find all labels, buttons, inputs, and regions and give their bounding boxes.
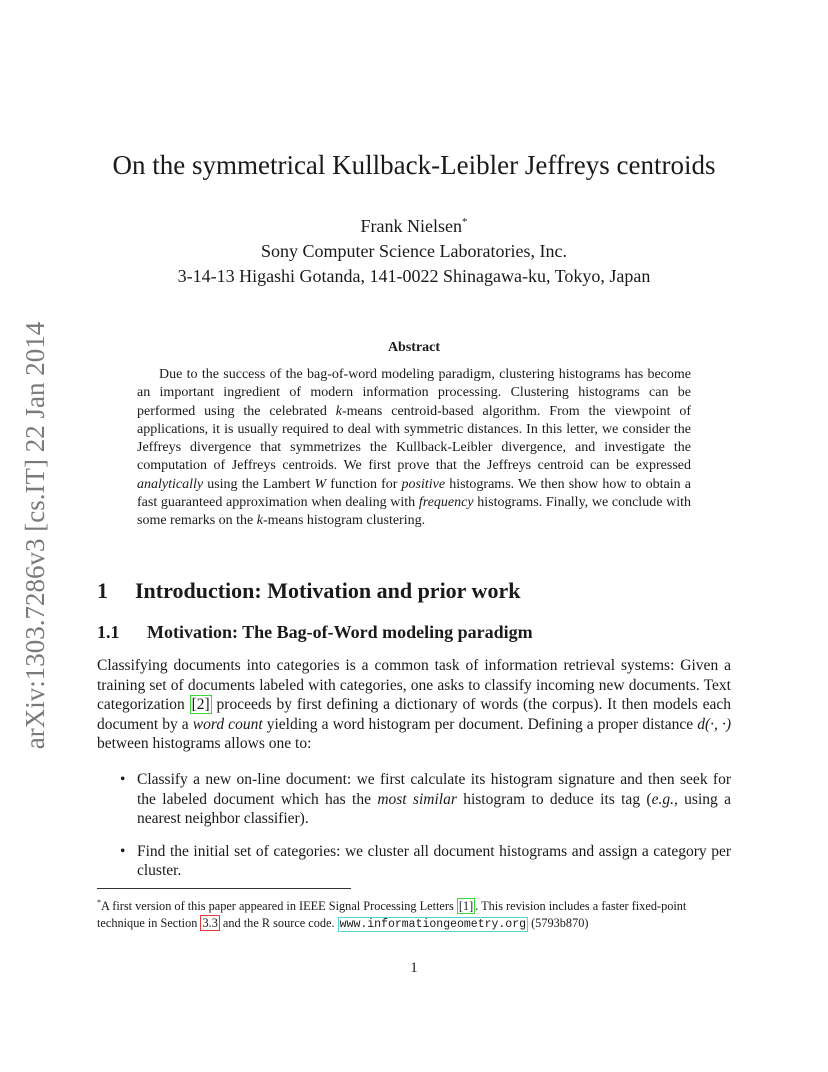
url-link[interactable]: www.informationgeometry.org: [339, 918, 527, 932]
address: 3-14-13 Higashi Gotanda, 141-0022 Shinagawa-ku, Tokyo, Japan: [177, 266, 651, 286]
bullet-icon: •: [120, 842, 126, 860]
author-name: Frank Nielsen: [360, 216, 462, 236]
paper-title: On the symmetrical Kullback-Leibler Jeffreys centroids: [112, 150, 716, 180]
abstract-heading: Abstract: [387, 340, 441, 355]
footnote-mark: *: [97, 898, 101, 907]
subsection-title: Motivation: The Bag-of-Word modeling paradigm: [147, 622, 533, 642]
intro-paragraph: Classifying documents into categories is a common task of information retrieval systems: Given a training set of documents labeled with categories, one asks to classify incoming new documents. Text categorization [2] proceeds by first defining a dictionary of words (the corpus). It then models each document by a word count yielding a word histogram per document. Defining a proper distance d(·, ·) between histograms allows one to:: [97, 657, 732, 752]
section-reference-link[interactable]: 3.3: [202, 916, 218, 931]
footnote-divider: [97, 888, 351, 889]
section-title: Introduction: Motivation and prior work: [135, 578, 521, 603]
bullet-list: [97, 770, 731, 894]
author-line: [0, 210, 828, 239]
list-item: • Classify a new on-line document: we first calculate its histogram signature and then seek for the labeled document which has the most similar histogram to deduce its tag (e.g., using a nearest neighbor classifier).: [120, 771, 731, 827]
author-footnote-mark[interactable]: *: [461, 216, 468, 228]
bullet-icon: •: [120, 771, 126, 788]
citation-link[interactable]: [2]: [191, 696, 210, 713]
page-number: 1: [410, 960, 418, 976]
footnote: *A first version of this paper appeared in IEEE Signal Processing Letters [1] . This revision includes a faster fixed-point technique in Section 3.3 and the R source code. www.informationgeometry.org (5793b870): [97, 898, 687, 932]
citation-link[interactable]: [1]: [458, 899, 474, 914]
arxiv-identifier: arXiv:1303.7286v3 [cs.IT] 22 Jan 2014: [20, 321, 51, 749]
subsection-number: 1.1: [97, 622, 120, 642]
arxiv-sidebar: [18, 300, 54, 770]
abstract-text: Due to the success of the bag-of-word modeling paradigm, clustering histograms has become an important ingredient of modern information processing. Clustering histograms can be performed using the celebrated k-means centroid-based algorithm. From the viewpoint of applications, it is usually required to deal with symmetric distances. In this letter, we consider the Jeffreys divergence that symmetrizes the Kullback-Leibler divergence, and investigate the computation of Jeffreys centroids. We first prove that the Jeffreys centroid can be expressed analytically using the Lambert W function for positive histograms. We then show how to obtain a fast guaranteed approximation when dealing with frequency histograms. Finally, we conclude with some remarks on the k-means histogram clustering.: [137, 367, 691, 529]
author-block: [0, 210, 828, 289]
section-number: 1: [97, 578, 108, 603]
section-heading: [97, 578, 520, 604]
list-item: • Find the initial set of categories: we cluster all document histograms and assign a category per cluster.: [120, 842, 731, 879]
affiliation: Sony Computer Science Laboratories, Inc.: [261, 241, 567, 261]
subsection-heading: [97, 622, 533, 643]
